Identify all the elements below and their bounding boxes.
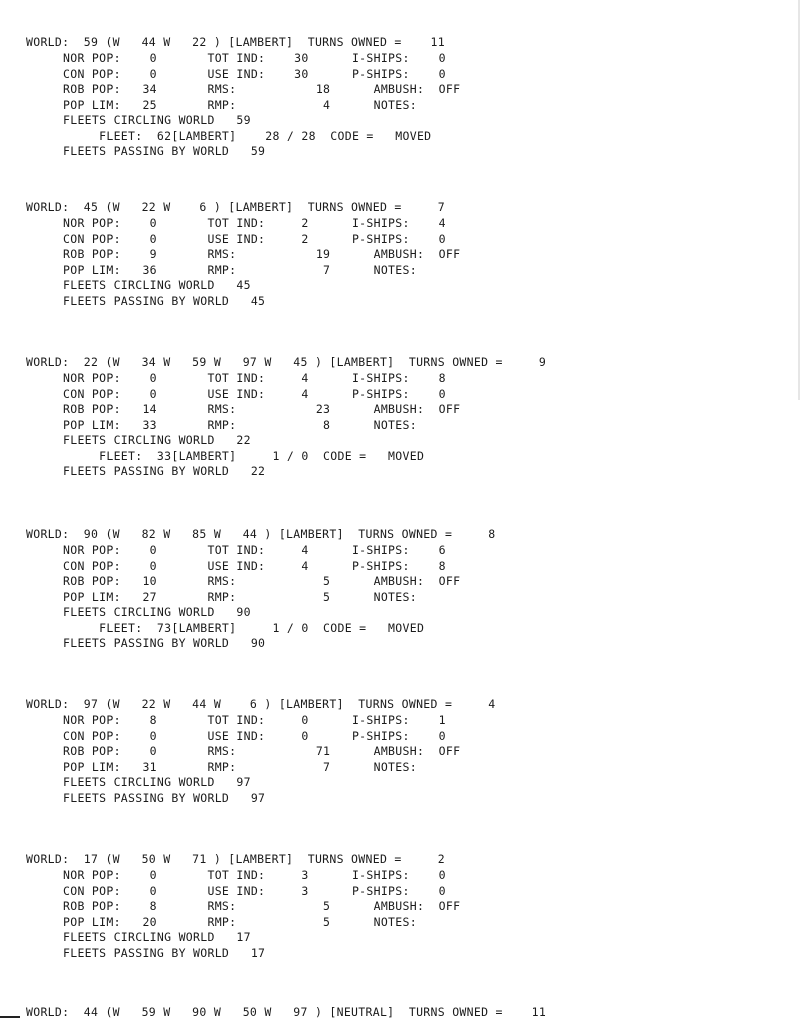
world-detail-line: ROB POP: 14 RMS: 23 AMBUSH: OFF (63, 402, 461, 416)
world-detail-line: FLEETS PASSING BY WORLD 22 (63, 464, 266, 478)
world-header: WORLD: 22 (W 34 W 59 W 97 W 45 ) [LAMBERT] TURNS OWNED = 9 (26, 355, 547, 369)
fleet-line: FLEET: 62[LAMBERT] 28 / 28 CODE = MOVED (63, 128, 432, 143)
world-detail-line: NOR POP: 0 TOT IND: 4 I-SHIPS: 6 (63, 543, 446, 557)
world-detail-line: NOR POP: 0 TOT IND: 3 I-SHIPS: 0 (63, 868, 446, 882)
tear-mark (0, 1016, 20, 1018)
world-detail-line: CON POP: 0 USE IND: 2 P-SHIPS: 0 (63, 231, 446, 246)
world-detail-line: FLEETS CIRCLING WORLD 17 (63, 930, 251, 944)
world-detail-line: NOR POP: 8 TOT IND: 0 I-SHIPS: 1 (63, 713, 446, 727)
world-detail-line: ROB POP: 10 RMS: 5 AMBUSH: OFF (63, 574, 461, 588)
world-detail-line: NOR POP: 0 TOT IND: 30 I-SHIPS: 0 (63, 51, 446, 65)
world-detail-line: POP LIM: 31 RMP: 7 NOTES: (63, 759, 417, 774)
world-detail-line: FLEETS PASSING BY WORLD 17 (63, 945, 266, 960)
world-detail-line: POP LIM: 27 RMP: 5 NOTES: (63, 589, 417, 604)
world-detail-line: POP LIM: 33 RMP: 8 NOTES: (63, 417, 417, 432)
world-detail-line: FLEETS PASSING BY WORLD 90 (63, 636, 266, 650)
world-header: WORLD: 45 (W 22 W 6 ) [LAMBERT] TURNS OWNED = 7 (26, 200, 445, 214)
world-header: WORLD: 97 (W 22 W 44 W 6 ) [LAMBERT] TURNS OWNED = 4 (26, 697, 496, 711)
world-detail-line: ROB POP: 9 RMS: 19 AMBUSH: OFF (63, 247, 461, 261)
world-detail-line: FLEETS PASSING BY WORLD 59 (63, 144, 266, 158)
world-header: WORLD: 90 (W 82 W 85 W 44 ) [LAMBERT] TURNS OWNED = 8 (26, 527, 496, 541)
world-detail-line: FLEETS CIRCLING WORLD 90 (63, 605, 251, 619)
world-detail-line: CON POP: 0 USE IND: 3 P-SHIPS: 0 (63, 883, 446, 898)
world-header: WORLD: 17 (W 50 W 71 ) [LAMBERT] TURNS OWNED = 2 (26, 852, 445, 866)
world-header: WORLD: 44 (W 59 W 90 W 50 W 97 ) [NEUTRAL] TURNS OWNED = 11 (26, 1005, 547, 1019)
world-detail-line: ROB POP: 34 RMS: 18 AMBUSH: OFF (63, 82, 461, 96)
world-detail-line: CON POP: 0 USE IND: 4 P-SHIPS: 0 (63, 386, 446, 401)
world-detail-line: POP LIM: 25 RMP: 4 NOTES: (63, 97, 417, 112)
world-detail-line: FLEETS CIRCLING WORLD 97 (63, 775, 251, 789)
world-detail-line: ROB POP: 8 RMS: 5 AMBUSH: OFF (63, 899, 461, 913)
world-detail-line: POP LIM: 20 RMP: 5 NOTES: (63, 914, 417, 929)
world-detail-line: NOR POP: 0 TOT IND: 4 I-SHIPS: 8 (63, 371, 446, 385)
fleet-line: FLEET: 33[LAMBERT] 1 / 0 CODE = MOVED (63, 448, 425, 463)
world-detail-line: FLEETS PASSING BY WORLD 45 (63, 293, 266, 308)
world-detail-line: NOR POP: 0 TOT IND: 2 I-SHIPS: 4 (63, 216, 446, 230)
fleet-line: FLEET: 73[LAMBERT] 1 / 0 CODE = MOVED (63, 620, 425, 635)
world-detail-line: ROB POP: 0 RMS: 71 AMBUSH: OFF (63, 744, 461, 758)
world-detail-line: FLEETS CIRCLING WORLD 59 (63, 113, 251, 127)
world-detail-line: FLEETS CIRCLING WORLD 22 (63, 433, 251, 447)
world-detail-line: CON POP: 0 USE IND: 0 P-SHIPS: 0 (63, 728, 446, 743)
world-detail-line: FLEETS PASSING BY WORLD 97 (63, 790, 266, 805)
world-detail-line: CON POP: 0 USE IND: 30 P-SHIPS: 0 (63, 66, 446, 81)
world-detail-line: FLEETS CIRCLING WORLD 45 (63, 278, 251, 292)
world-detail-line: POP LIM: 36 RMP: 7 NOTES: (63, 262, 417, 277)
world-header: WORLD: 59 (W 44 W 22 ) [LAMBERT] TURNS OWNED = 11 (26, 35, 445, 49)
world-detail-line: CON POP: 0 USE IND: 4 P-SHIPS: 8 (63, 558, 446, 573)
